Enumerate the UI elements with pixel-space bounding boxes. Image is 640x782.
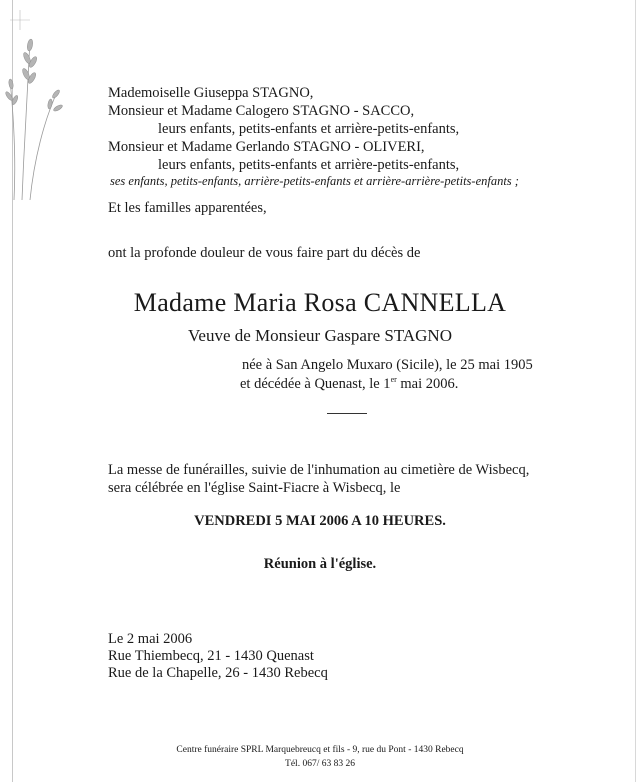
announcement: ont la profonde douleur de vous faire part du décès de — [108, 245, 421, 261]
death-sup: er — [390, 375, 397, 385]
family-line-5: leurs enfants, petits-enfants et arrière-petits-enfants, — [158, 157, 460, 173]
address-2: Rue de la Chapelle, 26 - 1430 Rebecq — [108, 665, 328, 681]
death-suffix: mai 2006. — [396, 376, 459, 392]
death-line — [240, 375, 458, 393]
deceased-name: Madame Maria Rosa CANNELLA — [133, 288, 507, 317]
ceremony-line-1: La messe de funérailles, suivie de l'inhumation au cimetière de Wisbecq, — [108, 462, 530, 478]
divider — [327, 413, 367, 414]
closing-date: Le 2 mai 2006 — [108, 631, 193, 647]
ceremony-date: VENDREDI 5 MAI 2006 A 10 HEURES. — [194, 513, 446, 529]
family-line-1: Mademoiselle Giuseppa STAGNO, — [108, 85, 314, 101]
family-line-7: Et les familles apparentées, — [108, 200, 267, 216]
family-line-2: Monsieur et Madame Calogero STAGNO - SACCO, — [108, 103, 415, 119]
family-line-6: ses enfants, petits-enfants, arrière-petits-enfants et arrière-arrière-petits-enfants ; — [110, 174, 519, 188]
birth-line: née à San Angelo Muxaro (Sicile), le 25 mai 1905 — [242, 357, 533, 373]
address-1: Rue Thiembecq, 21 - 1430 Quenast — [108, 648, 314, 664]
funeral-home-phone: Tél. 067/ 63 83 26 — [285, 759, 355, 769]
widow-of: Veuve de Monsieur Gaspare STAGNO — [188, 326, 452, 345]
family-line-4: Monsieur et Madame Gerlando STAGNO - OLIVERI, — [108, 139, 425, 155]
death-prefix: et décédée à Quenast, le 1 — [240, 376, 391, 392]
funeral-home: Centre funéraire SPRL Marquebreucq et fils - 9, rue du Pont - 1430 Rebecq — [176, 745, 464, 755]
meeting-note: Réunion à l'église. — [263, 556, 377, 572]
family-line-3: leurs enfants, petits-enfants et arrière-petits-enfants, — [158, 121, 460, 137]
ceremony-line-2: sera célébrée en l'église Saint-Fiacre à Wisbecq, le — [108, 480, 401, 496]
wheat-ornament-icon — [0, 0, 80, 200]
